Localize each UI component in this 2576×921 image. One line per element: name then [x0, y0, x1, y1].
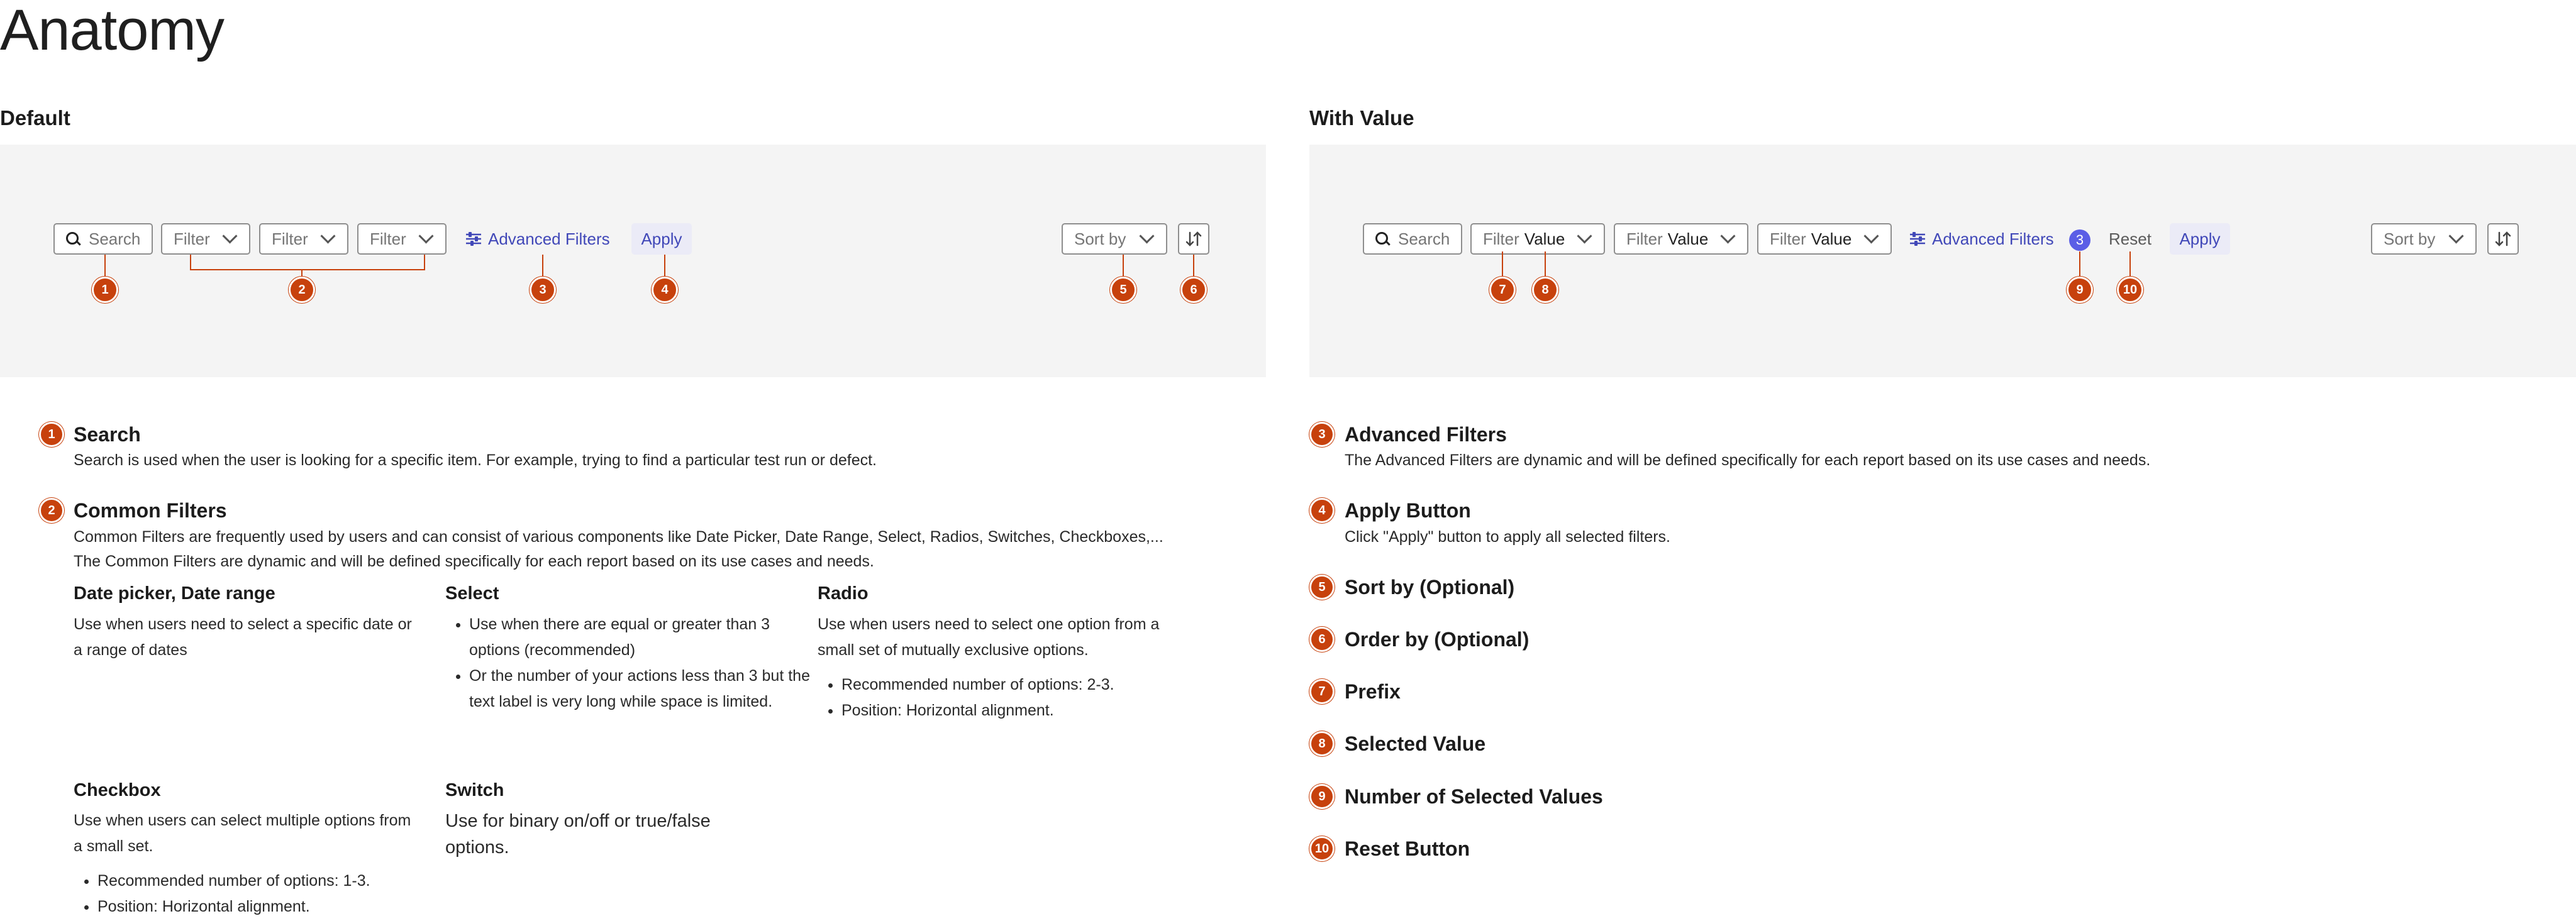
desc-title-sort-by: Sort by (Optional): [1345, 576, 1515, 598]
search-icon: [1375, 232, 1389, 246]
desc-marker: 9: [1309, 784, 1335, 809]
desc-title-advanced-filters: Advanced Filters: [1345, 423, 1507, 446]
desc-title-apply-button: Apply Button: [1345, 499, 1471, 522]
order-by-button-default[interactable]: [1178, 223, 1209, 255]
marker-5: 5: [1110, 277, 1136, 303]
marker-7: 7: [1489, 277, 1516, 303]
leader-line: [1193, 255, 1194, 280]
search-icon: [66, 232, 80, 246]
desc-marker: 6: [1309, 627, 1335, 652]
selected-count-badge: 3: [2069, 229, 2090, 251]
marker-6: 6: [1180, 277, 1207, 303]
desc-title-common-filters: Common Filters: [74, 499, 227, 522]
chevron-down-icon: [418, 228, 433, 243]
with-value-section-label: With Value: [1309, 106, 1414, 130]
chevron-down-icon: [1577, 228, 1592, 243]
desc-title-number-selected: Number of Selected Values: [1345, 785, 1603, 808]
sort-by-label: Sort by: [2384, 229, 2436, 248]
desc-text-common-filters-2: The Common Filters are dynamic and will be defined specifically for each report based on its use cases and needs.: [74, 553, 874, 570]
chevron-down-icon: [222, 228, 237, 243]
advanced-filters-label: Advanced Filters: [1932, 229, 2054, 248]
radio-guideline-list: [819, 672, 1219, 724]
sort-order-icon: [2489, 224, 2518, 253]
sub-title-radio: Radio: [818, 583, 869, 604]
marker-4: 4: [652, 277, 678, 303]
filter-selected-value: Value: [1811, 229, 1852, 248]
filter-selected-value: Value: [1667, 229, 1709, 248]
marker-8: 8: [1532, 277, 1558, 303]
desc-title-order-by: Order by (Optional): [1345, 628, 1530, 651]
sliders-icon: [1909, 232, 1926, 246]
marker-9: 9: [2067, 277, 2093, 303]
sort-by-dropdown-with-value[interactable]: [2371, 223, 2477, 255]
select-guideline-list: [447, 612, 821, 715]
desc-marker: 2: [39, 498, 64, 523]
apply-button-with-value[interactable]: [2170, 223, 2230, 255]
sort-by-label: Sort by: [1074, 229, 1126, 248]
marker-1: 1: [92, 277, 118, 303]
filter-prefix: Filter: [370, 229, 406, 248]
apply-button-default[interactable]: [631, 223, 692, 255]
sort-by-dropdown-default[interactable]: [1062, 223, 1167, 255]
chevron-down-icon: [1720, 228, 1735, 243]
bracket-line: [190, 269, 425, 270]
search-placeholder: Search: [1398, 229, 1450, 248]
desc-text-apply-button: Click "Apply" button to apply all selected filters.: [1345, 528, 1670, 546]
desc-title-reset-button: Reset Button: [1345, 837, 1470, 860]
with-value-toolbar-panel: [1309, 145, 2576, 377]
desc-marker: 8: [1309, 731, 1335, 756]
advanced-filters-button-with-value[interactable]: [1909, 223, 2054, 255]
leader-line: [104, 255, 106, 280]
desc-title-search: Search: [74, 423, 141, 446]
leader-line: [664, 255, 665, 280]
desc-title-selected-value: Selected Value: [1345, 732, 1486, 755]
desc-marker: 4: [1309, 498, 1335, 523]
leader-line: [2129, 251, 2131, 280]
filter-prefix: Filter: [1770, 229, 1806, 248]
apply-label: Apply: [641, 229, 682, 248]
marker-10: 10: [2117, 277, 2143, 303]
desc-text-common-filters-1: Common Filters are frequently used by users and can consist of various components like Date Picker, Date Range, Select, Radios, Switches, Checkboxes,...: [74, 528, 1163, 546]
search-input-default[interactable]: [53, 223, 153, 255]
marker-3: 3: [530, 277, 556, 303]
search-input-with-value[interactable]: [1363, 223, 1462, 255]
desc-marker: 1: [39, 422, 64, 447]
leader-line: [1502, 251, 1503, 280]
filter-dropdown-with-value-1[interactable]: [1470, 223, 1605, 255]
desc-marker: 10: [1309, 836, 1335, 861]
marker-2: 2: [289, 277, 315, 303]
list-item: • Recommended number of options: 1-3.: [97, 868, 450, 894]
reset-label: Reset: [2109, 229, 2151, 248]
list-item: • Or the number of your actions less than 3 but the text label is very long while space is limited.: [469, 663, 821, 715]
chevron-down-icon: [1139, 228, 1154, 243]
checkbox-guideline-list: [75, 868, 450, 920]
chevron-down-icon: [320, 228, 335, 243]
list-item: • Recommended number of options: 2-3.: [841, 672, 1219, 698]
sub-text-switch: Use for binary on/off or true/false options.: [445, 811, 711, 858]
desc-title-prefix: Prefix: [1345, 680, 1401, 703]
filter-prefix: Filter: [1626, 229, 1663, 248]
leader-line: [2079, 251, 2080, 280]
list-item: • Use when there are equal or greater than 3 options (recommended): [469, 612, 821, 663]
leader-line: [190, 255, 191, 270]
filter-dropdown-1[interactable]: [161, 223, 250, 255]
sub-text-date-picker: Use when users need to select a specific date or a range of dates: [74, 615, 412, 659]
page-title: Anatomy: [0, 0, 225, 62]
filter-prefix: Filter: [174, 229, 210, 248]
desc-marker: 5: [1309, 575, 1335, 600]
list-item: • Position: Horizontal alignment.: [841, 698, 1219, 724]
advanced-filters-label: Advanced Filters: [488, 229, 610, 248]
search-placeholder: Search: [89, 229, 141, 248]
filter-selected-value: Value: [1524, 229, 1565, 248]
desc-marker: 7: [1309, 679, 1335, 704]
sub-title-checkbox: Checkbox: [74, 780, 161, 800]
reset-button[interactable]: [2109, 223, 2151, 255]
sub-title-select: Select: [445, 583, 499, 604]
apply-label: Apply: [2179, 229, 2221, 248]
sub-text-radio: Use when users need to select one option from a small set of mutually exclusive options.: [818, 615, 1160, 659]
leader-line: [1123, 255, 1124, 280]
leader-line: [424, 255, 425, 270]
desc-text-advanced-filters: The Advanced Filters are dynamic and will be defined specifically for each report based on its use cases and needs.: [1345, 451, 2151, 469]
desc-marker: 3: [1309, 422, 1335, 447]
chevron-down-icon: [1863, 228, 1879, 243]
advanced-filters-button-default[interactable]: [465, 223, 610, 255]
desc-text-search: Search is used when the user is looking for a specific item. For example, trying to find a particular test run or defect.: [74, 451, 877, 469]
sub-title-date-picker: Date picker, Date range: [74, 583, 275, 604]
filter-dropdown-3[interactable]: [357, 223, 447, 255]
filter-prefix: Filter: [272, 229, 308, 248]
leader-line: [1545, 251, 1546, 280]
filter-prefix: Filter: [1483, 229, 1519, 248]
filter-dropdown-with-value-3[interactable]: [1757, 223, 1892, 255]
default-section-label: Default: [0, 106, 70, 130]
sort-order-icon: [1179, 224, 1208, 253]
leader-line: [542, 255, 543, 280]
sub-title-switch: Switch: [445, 780, 504, 800]
sub-text-checkbox: Use when users can select multiple options from a small set.: [74, 812, 411, 855]
sliders-icon: [465, 232, 482, 246]
list-item: • Position: Horizontal alignment.: [97, 894, 450, 920]
order-by-button-with-value[interactable]: [2487, 223, 2519, 255]
chevron-down-icon: [2448, 228, 2463, 243]
filter-dropdown-2[interactable]: [259, 223, 348, 255]
filter-dropdown-with-value-2[interactable]: [1614, 223, 1748, 255]
